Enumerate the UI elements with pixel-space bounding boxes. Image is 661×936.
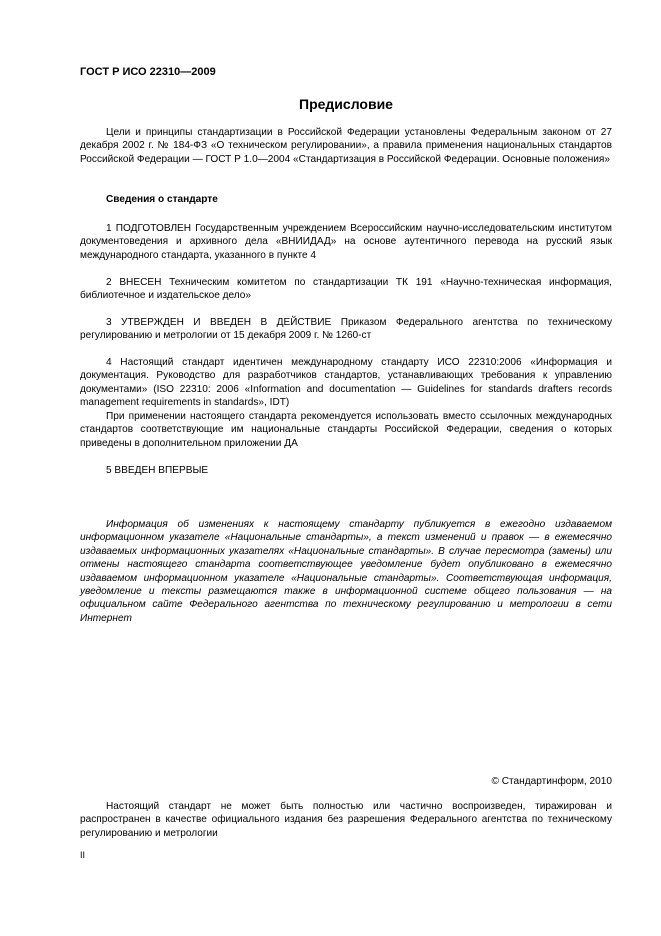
item-3-paragraph: 3 УТВЕРЖДЕН И ВВЕДЕН В ДЕЙСТВИЕ Приказом Федерального агентства по техническому регулированию и метрологии от 15 декабря 2009 г. № 1260-ст	[80, 317, 612, 342]
copyright-line: © Стандартинформ, 2010	[491, 776, 612, 787]
item-1-paragraph: 1 ПОДГОТОВЛЕН Государственным учреждением Всероссийским научно-исследовательским институтом документоведения и архивного дела «ВНИИДАД» на основе аутентичного перевода на русский язык международного стандарта, указанного в пункте 4	[80, 223, 612, 261]
item-4-paragraph: 4 Настоящий стандарт идентичен международному стандарту ИСО 22310:2006 «Информация и документация. Руководство для разработчиков стандартов, устанавливающих требования к управлению документами» (ISO 22310: 2006 «Information and documentation — Guidelines for standards drafters records management requirements in standards», IDT)	[80, 357, 612, 409]
reference-note-paragraph: При применении настоящего стандарта рекомендуется использовать вместо ссылочных международных стандартов соответствующие им национальные стандарты Российской Федерации, сведения о которых приведены в дополнительном приложении ДА	[80, 411, 612, 449]
page-number: II	[80, 850, 86, 860]
changes-notice-paragraph: Информация об изменениях к настоящему стандарту публикуется в ежегодно издаваемом информационном указателе «Национальные стандарты», а текст изменений и правок — в ежемесячно издаваемых информационных указателях «Национальные стандарты». В случае пересмотра (замены) или отмены настоящего стандарта соответствующее уведомление будет опубликовано в ежемесячно издаваемом информационном указателе «Национальные стандарты». Соответствующая информация, уведомление и тексты размещаются также в информационной системе общего пользования — на официальном сайте Федерального агентства по техническому регулированию и метрологии в сети Интернет	[80, 519, 612, 624]
reproduction-notice-paragraph: Настоящий стандарт не может быть полностью или частично воспроизведен, тиражирован и распространен в качестве официального издания без разрешения Федерального агентства по техническому регулированию и метрологии	[80, 801, 612, 839]
section-subtitle: Сведения о стандарте	[106, 194, 218, 205]
item-2-paragraph: 2 ВНЕСЕН Техническим комитетом по стандартизации ТК 191 «Научно-техническая информация, библиотечное и издательское дело»	[80, 277, 612, 302]
page-title: Предисловие	[299, 96, 393, 112]
intro-paragraph: Цели и принципы стандартизации в Российской Федерации установлены Федеральным законом от 27 декабря 2002 г. № 184-ФЗ «О техническом регулировании», а правила применения национальных стандартов Российской Федерации — ГОСТ Р 1.0—2004 «Стандартизация в Российской Федерации. Основные положения»	[80, 127, 612, 165]
item-5-paragraph: 5 ВВЕДЕН ВПЕРВЫЕ	[106, 465, 209, 476]
document-header: ГОСТ Р ИСО 22310—2009	[80, 66, 216, 78]
